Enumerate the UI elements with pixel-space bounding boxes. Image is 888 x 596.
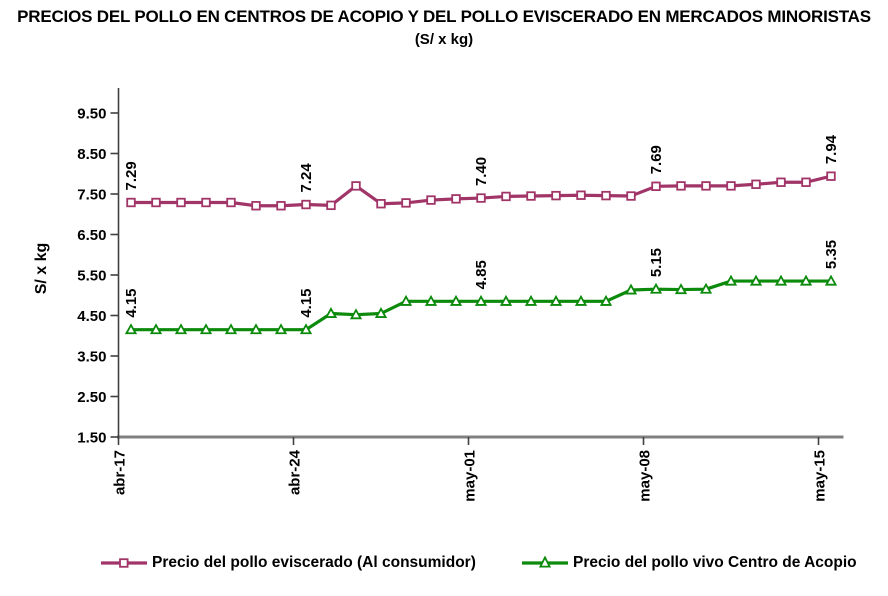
triangle-marker-icon: [626, 285, 635, 293]
triangle-marker-icon: [151, 325, 160, 333]
data-label: 4.15: [123, 288, 140, 318]
y-tick-label: 3.50: [77, 348, 107, 366]
triangle-marker-icon: [826, 276, 835, 284]
axes: [77, 88, 843, 502]
square-marker-icon: [827, 172, 835, 180]
triangle-marker-icon: [526, 297, 535, 305]
triangle-marker-icon: [776, 276, 785, 284]
series-vivo-acopio: [123, 240, 840, 333]
triangle-marker-icon: [476, 297, 485, 305]
y-tick-label: 7.50: [77, 186, 107, 204]
x-tick-label: may-08: [636, 450, 654, 502]
x-tick-label: abr-24: [286, 450, 304, 496]
square-marker-icon: [802, 178, 810, 186]
chart-subtitle: (S/ x kg): [414, 31, 474, 48]
triangle-marker-icon: [501, 297, 510, 305]
data-label: 7.29: [123, 161, 140, 191]
x-tick-label: may-01: [461, 450, 479, 502]
square-marker-icon: [652, 183, 660, 191]
square-marker-icon: [727, 182, 735, 190]
legend-square-line-icon: [100, 556, 148, 570]
triangle-marker-icon: [751, 276, 760, 284]
square-marker-icon: [552, 192, 560, 200]
chart-legend: [0, 551, 888, 575]
square-marker-icon: [477, 194, 485, 202]
legend-label-eviscerado: Precio del pollo eviscerado (Al consumidor): [152, 554, 476, 571]
square-marker-icon: [152, 199, 160, 207]
data-label: 7.94: [823, 134, 840, 165]
x-tick-label: abr-17: [111, 450, 129, 496]
square-marker-icon: [202, 199, 210, 207]
triangle-marker-icon: [326, 309, 335, 317]
square-marker-icon: [352, 182, 360, 190]
square-marker-icon: [302, 201, 310, 209]
triangle-marker-icon: [801, 276, 810, 284]
square-marker-icon: [252, 202, 260, 210]
square-marker-icon: [627, 192, 635, 200]
data-label: 5.35: [823, 239, 840, 270]
legend-label-vivo-acopio: Precio del pollo vivo Centro de Acopio: [573, 554, 857, 571]
legend-item-eviscerado: [100, 551, 476, 575]
square-marker-icon: [427, 196, 435, 204]
triangle-marker-icon: [376, 309, 385, 317]
square-marker-icon: [752, 180, 760, 188]
triangle-marker-icon: [201, 325, 210, 333]
y-tick-label: 4.50: [77, 308, 107, 325]
square-marker-icon: [527, 192, 535, 200]
square-marker-icon: [377, 200, 385, 208]
square-marker-icon: [177, 199, 185, 207]
triangle-marker-icon: [651, 285, 660, 293]
triangle-marker-icon: [551, 297, 560, 305]
square-marker-icon: [277, 202, 285, 210]
triangle-marker-icon: [426, 297, 435, 305]
legend-triangle-line-icon: [521, 556, 569, 570]
triangle-marker-icon: [726, 276, 735, 284]
triangle-marker-icon: [676, 285, 685, 293]
triangle-marker-icon: [276, 325, 285, 333]
square-marker-icon: [127, 199, 135, 207]
square-marker-icon: [452, 195, 460, 203]
chart-title: PRECIOS DEL POLLO EN CENTROS DE ACOPIO Y DEL POLLO EVISCERADO EN MERCADOS MINORISTAS: [17, 7, 871, 26]
y-tick-label: 8.50: [77, 146, 107, 163]
square-marker-icon: [577, 191, 585, 199]
triangle-marker-icon: [601, 297, 610, 305]
triangle-marker-icon: [176, 325, 185, 333]
square-marker-icon: [502, 193, 510, 201]
triangle-marker-icon: [401, 297, 410, 305]
data-label: 5.15: [648, 247, 665, 278]
triangle-marker-icon: [576, 297, 585, 305]
series-eviscerado: [123, 134, 840, 209]
square-marker-icon: [227, 199, 235, 207]
triangle-marker-icon: [351, 310, 360, 318]
triangle-marker-icon: [701, 285, 710, 293]
data-label: 4.15: [298, 288, 315, 318]
y-tick-label: 1.50: [77, 429, 107, 447]
triangle-marker-icon: [226, 325, 235, 333]
data-label: 7.69: [648, 145, 665, 175]
data-label: 7.40: [473, 156, 490, 187]
y-tick-label: 5.50: [77, 267, 107, 285]
y-tick-label: 2.50: [77, 389, 107, 406]
square-marker-icon: [777, 178, 785, 186]
y-axis-title: S/ x kg: [33, 242, 50, 295]
square-marker-icon: [402, 199, 410, 207]
legend-item-vivo-acopio: [521, 551, 857, 575]
triangle-marker-icon: [451, 297, 460, 305]
square-marker-icon: [702, 182, 710, 190]
triangle-marker-icon: [251, 325, 260, 333]
data-label: 4.85: [473, 260, 490, 290]
y-tick-label: 6.50: [77, 227, 107, 244]
y-tick-label: 9.50: [77, 105, 107, 123]
square-marker-icon: [327, 202, 335, 210]
square-marker-icon: [677, 182, 685, 190]
data-label: 7.24: [298, 163, 315, 193]
x-tick-label: may-15: [811, 450, 829, 502]
triangle-marker-icon: [126, 325, 135, 333]
price-chart: [0, 60, 888, 530]
square-marker-icon: [602, 192, 610, 200]
